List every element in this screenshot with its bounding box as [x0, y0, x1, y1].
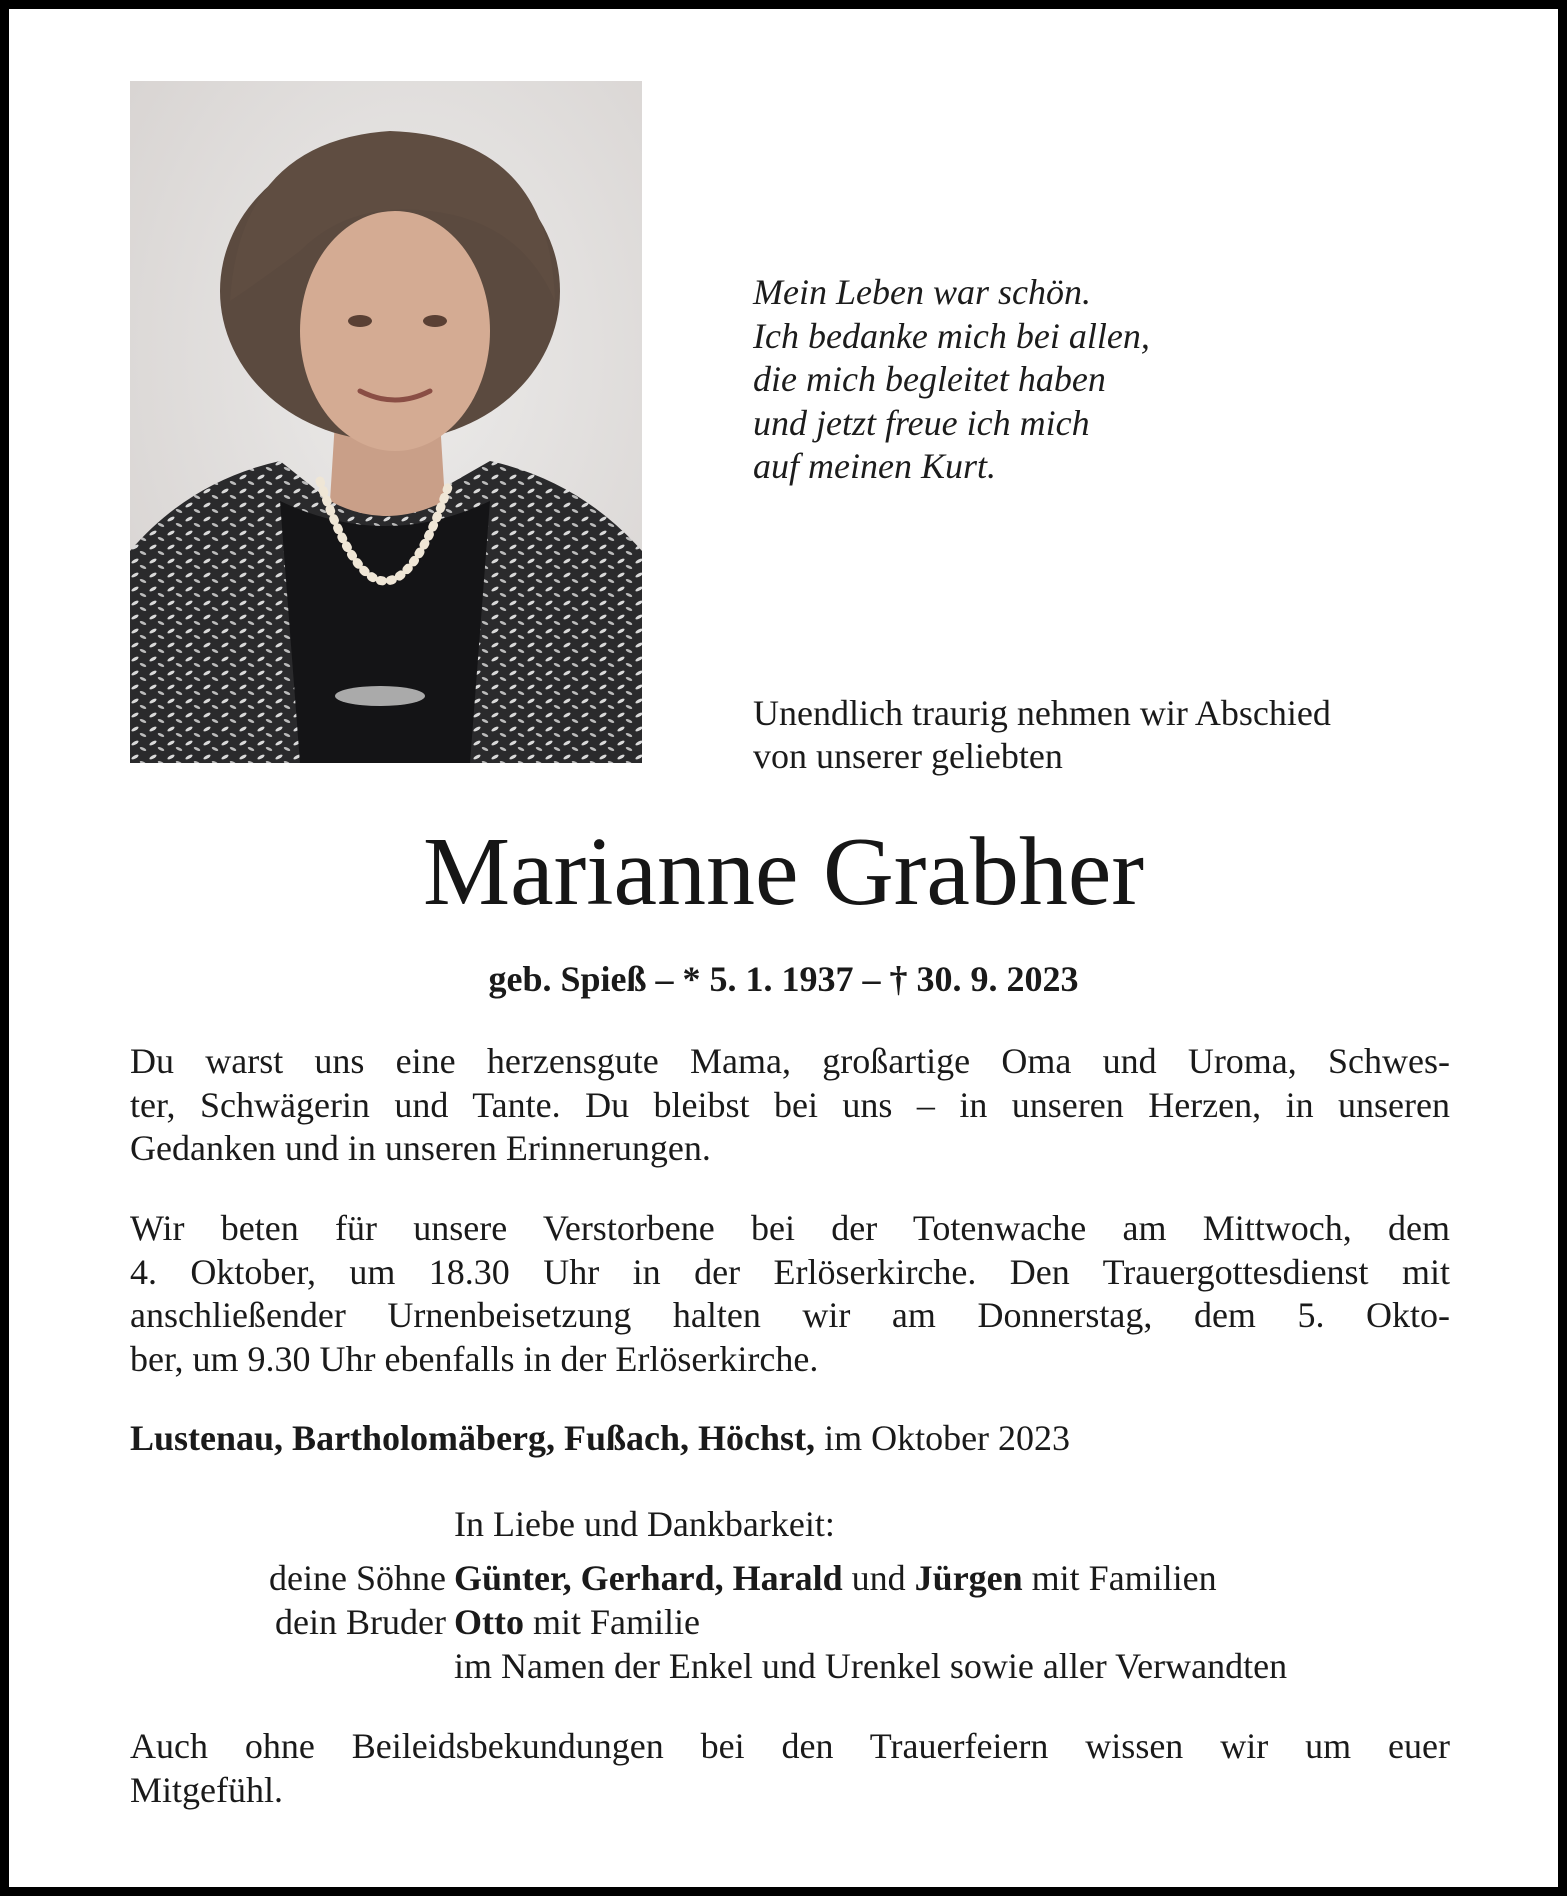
motto-line: die mich begleitet haben — [753, 359, 1106, 399]
date: im Oktober 2023 — [824, 1418, 1071, 1458]
family-line: im Namen der Enkel und Urenkel sowie aller Verwandten — [454, 1646, 1288, 1686]
farewell-line: von unserer geliebten — [753, 736, 1063, 776]
signature-greeting: In Liebe und Dankbarkeit: — [454, 1504, 835, 1544]
paragraph-line: Auch ohne Beileidsbekundungen bei den Trauerfeiern wissen wir um euer — [130, 1726, 1450, 1766]
deceased-name: Marianne Grabher — [422, 818, 1145, 926]
brother-name-bold: Otto — [454, 1602, 524, 1642]
paragraph-line: Wir beten für unsere Verstorbene bei der Totenwache am Mittwoch, dem — [130, 1208, 1450, 1248]
sons-names — [454, 1556, 1217, 1600]
paragraph-line: Mitgefühl. — [130, 1769, 283, 1810]
closing-paragraph — [130, 1725, 1450, 1812]
paragraph-line: ber, um 9.30 Uhr ebenfalls in der Erlöserkirche. — [130, 1338, 819, 1379]
deceased-details: geb. Spieß – * 5. 1. 1937 – † 30. 9. 2023 — [488, 959, 1079, 999]
sons-names-a: Günter, Gerhard, Harald — [454, 1558, 843, 1598]
farewell-text — [753, 692, 1473, 778]
paragraph-line: Du warst uns eine herzensgute Mama, großartige Oma und Uroma, Schwes- — [130, 1041, 1450, 1081]
motto-line: auf meinen Kurt. — [753, 446, 996, 486]
tribute-paragraph — [130, 1040, 1450, 1171]
service-details-paragraph — [130, 1207, 1450, 1381]
sons-and: und — [851, 1558, 906, 1598]
paragraph-line: ter, Schwägerin und Tante. Du bleibst bei uns – in unseren Herzen, in unseren — [130, 1084, 1450, 1125]
paragraph-line: Gedanken und in unseren Erinnerungen. — [130, 1128, 711, 1168]
portrait-illustration — [130, 81, 642, 763]
brother-suffix: mit Familie — [532, 1602, 700, 1642]
sons-label: deine Söhne — [269, 1558, 446, 1598]
brother-name — [454, 1600, 700, 1644]
motto-line: Mein Leben war schön. — [753, 272, 1091, 312]
paragraph-line: anschließender Urnenbeisetzung halten wir am Donnerstag, dem 5. Okto- — [130, 1295, 1450, 1335]
farewell-line: Unendlich traurig nehmen wir Abschied — [753, 693, 1331, 733]
sons-names-b: Jürgen — [914, 1558, 1023, 1598]
motto-quote — [753, 271, 1273, 489]
motto-line: und jetzt freue ich mich — [753, 402, 1090, 443]
motto-line: Ich bedanke mich bei allen, — [753, 315, 1150, 356]
paragraph-line: 4. Oktober, um 18.30 Uhr in der Erlöserkirche. Den Trauergottesdienst mit — [130, 1251, 1450, 1292]
sons-suffix: mit Familien — [1031, 1558, 1217, 1598]
portrait-photo — [130, 81, 642, 763]
place-and-date — [130, 1416, 1070, 1460]
locations: Lustenau, Bartholomäberg, Fußach, Höchst, — [130, 1418, 816, 1458]
brother-label: dein Bruder — [275, 1602, 446, 1642]
